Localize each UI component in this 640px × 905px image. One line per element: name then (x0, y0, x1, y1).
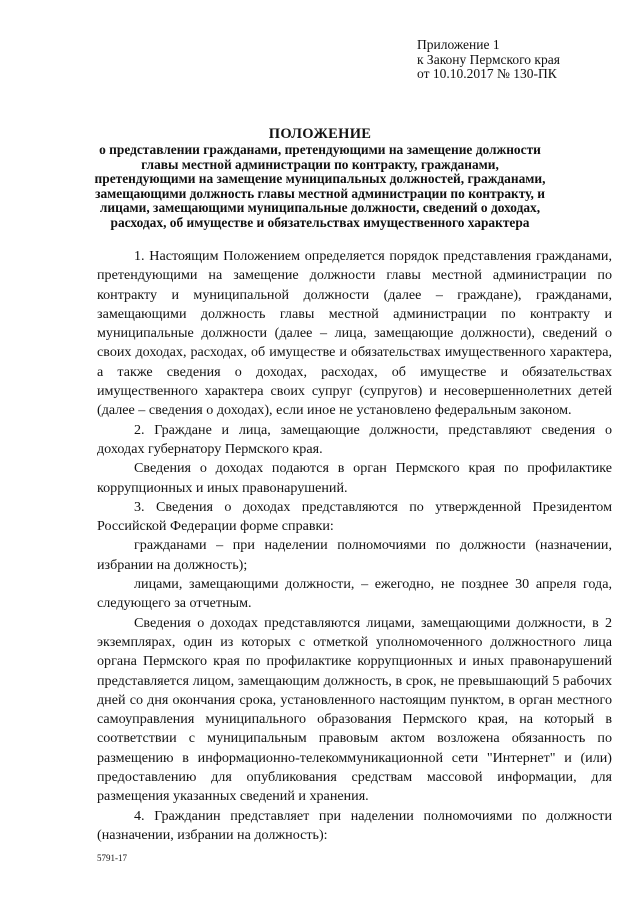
paragraph-1: 1. Настоящим Положением определяется порядок представления гражданами, претендующими на замещение должности главы местной администрации по контракту и муниципальной должности (далее – граждане), гражданами, замещающими должность главы местной администрации по контракту и муниципальные должности (далее – лица, замещающие должности), сведений о своих доходах, расходах, об имуществе и обязательствах имущественного характера, а также сведения о доходах, расходах, об имуществе и обязательствах имущественного характера своих супруг (супругов) и несовершеннолетних детей (далее – сведения о доходах), если иное не установлено федеральным законом. (97, 248, 612, 419)
document-title: ПОЛОЖЕНИЕ (268, 126, 372, 142)
paragraph-3: Сведения о доходах подаются в орган Пермского края по профилактике коррупционных и иных правонарушений. (97, 460, 612, 496)
appendix-line-1: Приложение 1 (417, 37, 500, 52)
paragraph-5: гражданами – при наделении полномочиями по должности (назначении, избрании на должность); (97, 537, 612, 573)
document-subtitle: о представлении гражданами, претендующими на замещение должности главы местной администрации по контракту, гражданами, претендующими на замещение муниципальных должностей, гражданами, замещающими должность главы местной администрации по контракту, и лицами, замещающими муниципальные должности, сведений о доходах, расходах, об имуществе и обязательствах имущественного характера (94, 142, 546, 230)
appendix-line-2: к Закону Пермского края (417, 51, 560, 67)
appendix-header (417, 38, 560, 82)
appendix-line-3: от 10.10.2017 № 130-ПК (417, 66, 557, 81)
document-code: 5791-17 (97, 853, 127, 863)
paragraph-8: 4. Гражданин представляет при наделении полномочиями по должности (назначении, избрании на должность): (97, 807, 612, 843)
paragraph-4: 3. Сведения о доходах представляются по утвержденной Президентом Российской Федерации форме справки: (97, 498, 612, 535)
paragraph-7: Сведения о доходах представляются лицами, замещающими должности, в 2 экземплярах, один из которых с отметкой уполномоченного должностного лица органа Пермского края по профилактике коррупционных и иных правонарушений представляется лицом, замещающим должность, в срок, не превышающий 5 рабочих дней со дня окончания срока, установленного настоящим пунктом, в орган местного самоуправления муниципального образования Пермского края, на который в соответствии с муниципальным правовым актом возложена обязанность по размещению в информационно-телекоммуникационной сети "Интернет" и (или) предоставлению для опубликования средствам массовой информации, для размещения указанных сведений и хранения. (97, 614, 612, 805)
document-body (97, 247, 612, 845)
paragraph-6: лицами, замещающими должности, – ежегодно, не позднее 30 апреля года, следующего за отчетным. (97, 576, 612, 612)
paragraph-2: 2. Граждане и лица, замещающие должности, представляют сведения о доходах губернатору Пермского края. (97, 421, 612, 457)
